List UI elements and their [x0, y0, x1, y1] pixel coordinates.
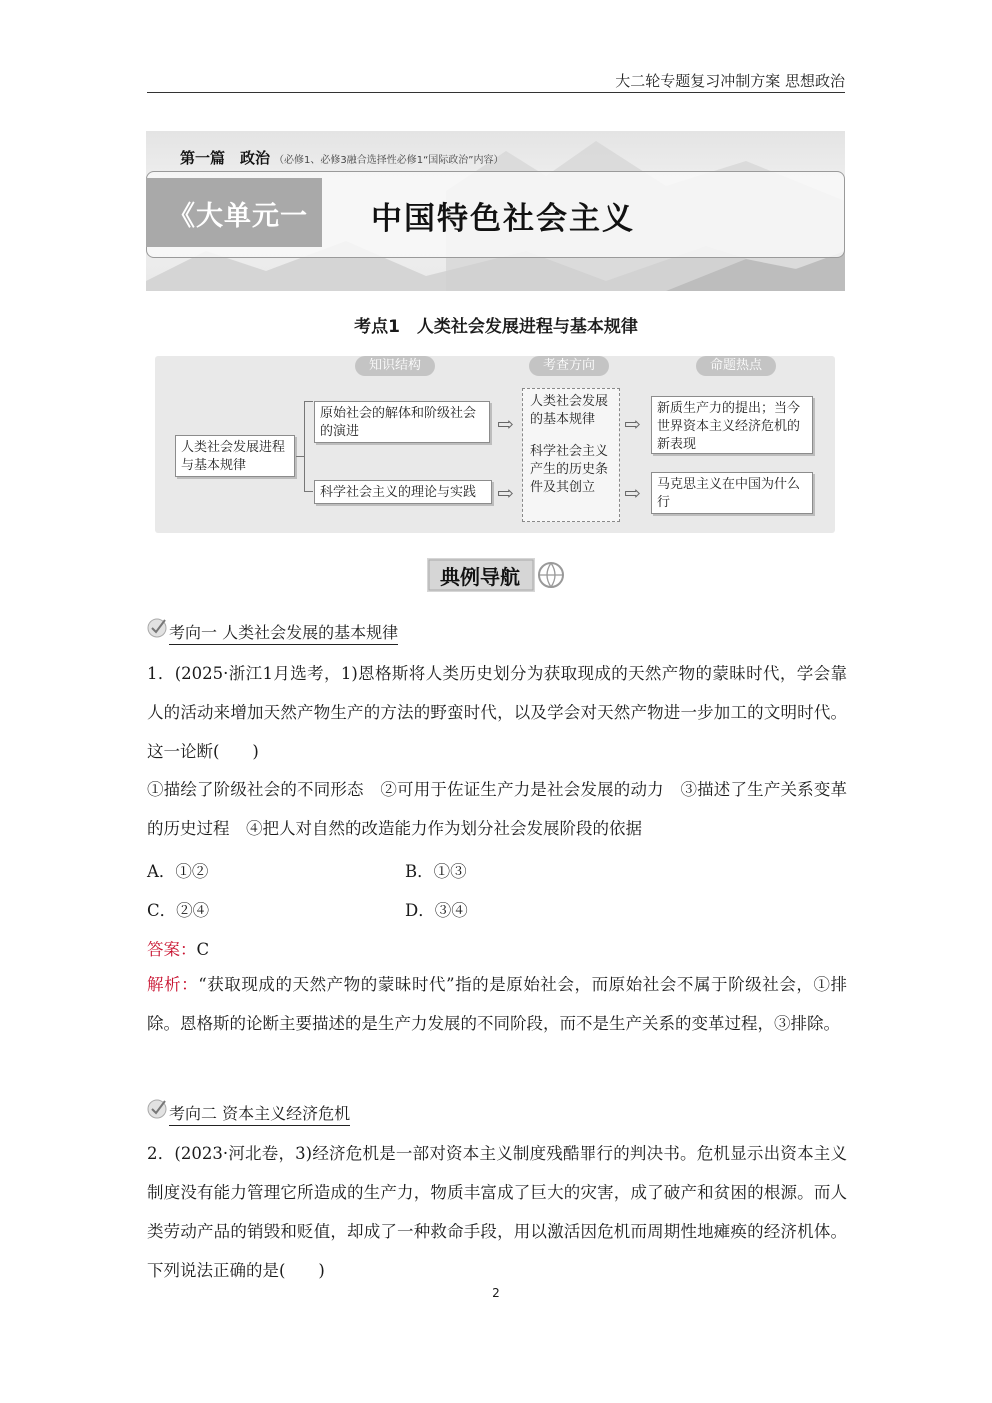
page-number: 2 — [492, 1286, 500, 1300]
connector — [304, 401, 305, 491]
direction-heading-1-text: 考向一 人类社会发展的基本规律 — [169, 620, 398, 645]
connector — [304, 491, 313, 492]
arrow-right-icon: ⇨ — [497, 412, 514, 436]
option-b: B．①③ — [405, 862, 467, 881]
diagram-direction-column — [522, 388, 620, 522]
answer-label: 答案： — [147, 940, 197, 959]
check-icon — [147, 1097, 169, 1119]
diagram-hot-2: 马克思主义在中国为什么行 — [651, 472, 813, 514]
analysis-text: “获取现成的天然产物的蒙昧时代”指的是原始社会，而原始社会不属于阶级社会，①排除。恩格斯的论断主要描述的是生产力发展的不同阶段，而不是生产关系的变革过程，③排除。 — [147, 975, 848, 1033]
arrow-right-icon: ⇨ — [624, 412, 641, 436]
section-title: 典例导航 — [440, 565, 520, 589]
connector — [296, 456, 304, 457]
option-a: A．①② — [147, 862, 209, 881]
analysis-paragraph — [147, 965, 847, 1082]
diagram-hot-1: 新质生产力的提出；当今世界资本主义经济危机的新表现 — [651, 396, 813, 454]
pill-hot-topics: 命题热点 — [696, 356, 776, 376]
pill-knowledge-structure: 知识结构 — [355, 356, 435, 376]
pill-exam-direction: 考查方向 — [529, 356, 609, 376]
analysis-label: 解析： — [147, 975, 199, 994]
diagram-root-box: 人类社会发展进程与基本规律 — [175, 435, 295, 477]
question-1-statements: ①描绘了阶级社会的不同形态 ②可用于佐证生产力是社会发展的动力 ③描述了生产关系变革的历史过程 ④把人对自然的改造能力作为划分社会发展阶段的依据 — [147, 780, 847, 838]
header-title: 大二轮专题复习冲制方案 思想政治 — [615, 72, 845, 90]
unit-tag — [146, 178, 322, 247]
unit-tag-label: 《大单元一 — [168, 201, 308, 232]
option-d: D．③④ — [405, 901, 468, 920]
part-title: 第一篇 政治 — [180, 149, 271, 167]
unit-title: 中国特色社会主义 — [371, 201, 635, 237]
diagram-direction-1: 人类社会发展的基本规律 — [530, 394, 609, 427]
diagram-direction-2: 科学社会主义产生的历史条件及其创立 — [530, 444, 609, 495]
direction-heading-2-text: 考向二 资本主义经济危机 — [169, 1101, 350, 1126]
answer-value: C — [196, 940, 210, 959]
connector — [304, 401, 313, 402]
arrow-right-icon: ⇨ — [497, 481, 514, 505]
knowledge-diagram — [155, 356, 835, 533]
option-c: C．②④ — [147, 901, 210, 920]
question-1-stem: 1．(2025·浙江1月选考，1)恩格斯将人类历史划分为获取现成的天然产物的蒙昧时代，学会靠人的活动来增加天然产物生产的方法的野蛮时代，以及学会对天然产物进一步加工的文明时代。这一论断( ) — [147, 664, 847, 761]
unit-banner — [146, 131, 845, 291]
topic-heading: 考点1 人类社会发展进程与基本规律 — [354, 317, 638, 337]
question-2-stem: 2．(2023·河北卷，3)经济危机是一部对资本主义制度残酷罪行的判决书。危机显示出资本主义制度没有能力管理它所造成的生产力，物质丰富成了巨大的灾害，成了破产和贫困的根源。而人类劳动产品的销毁和贬值，却成了一种救命手段，用以激活因危机而周期性地瘫痪的经济机体。下列说法正确的是( ) — [147, 1144, 847, 1280]
part-subtitle: （必修1、必修3融合选择性必修1“国际政治”内容） — [274, 155, 504, 166]
diagram-branch-1: 原始社会的解体和阶级社会的演进 — [314, 401, 490, 443]
diagram-branch-2: 科学社会主义的理论与实践 — [314, 480, 492, 504]
header-rule — [147, 92, 845, 93]
check-icon — [147, 616, 169, 638]
part-heading — [180, 147, 503, 168]
arrow-right-icon: ⇨ — [624, 481, 641, 505]
answer-line — [147, 936, 209, 960]
